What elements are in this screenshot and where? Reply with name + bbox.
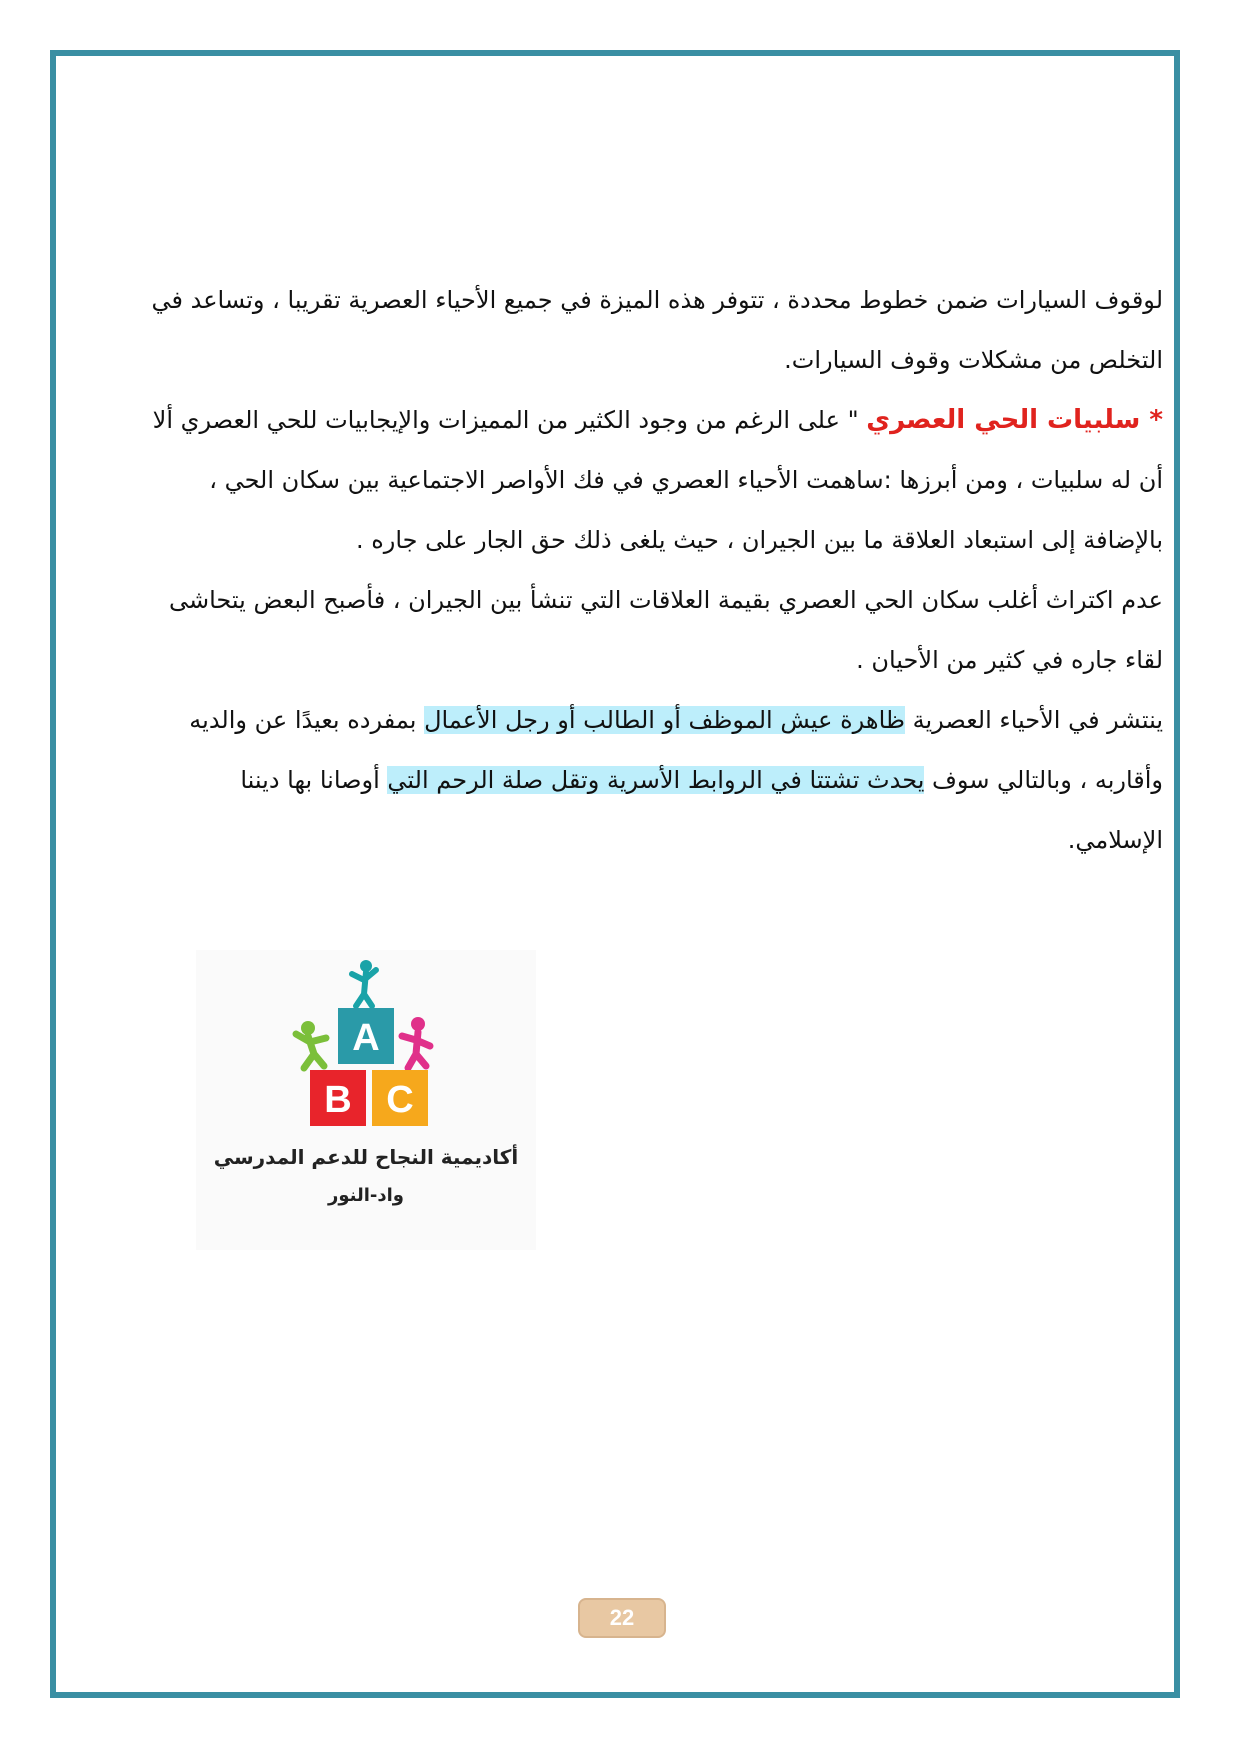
text-line: بمفرده بعيدًا عن والديه bbox=[189, 706, 425, 734]
logo-title: أكاديمية النجاح للدعم المدرسي bbox=[213, 1145, 519, 1169]
text-line: " على الرغم من وجود الكثير من المميزات والإيجابيات للحي العصري ألا bbox=[152, 406, 867, 434]
paragraph-line bbox=[100, 450, 1163, 510]
text-line: لوقوف السيارات ضمن خطوط محددة ، تتوفر هذه الميزة في جميع الأحياء العصرية تقريبا ، وتساعد في bbox=[151, 286, 1163, 314]
text-line: لقاء جاره في كثير من الأحيان . bbox=[856, 646, 1163, 674]
paragraph-line bbox=[100, 510, 1163, 570]
figure-right-icon bbox=[402, 1017, 430, 1068]
highlighted-text: ظاهرة عيش الموظف أو الطالب أو رجل الأعمال bbox=[424, 706, 905, 734]
paragraph-line bbox=[100, 630, 1163, 690]
logo-blocks-graphic bbox=[196, 950, 536, 1140]
block-b-letter: B bbox=[324, 1079, 352, 1121]
paragraph-line bbox=[100, 330, 1163, 390]
block-c-letter: C bbox=[386, 1079, 414, 1121]
text-line: التخلص من مشكلات وقوف السيارات. bbox=[784, 346, 1163, 374]
figure-left-icon bbox=[296, 1021, 326, 1068]
paragraph-line bbox=[100, 750, 1163, 810]
logo-subtitle: واد-النور bbox=[328, 1185, 404, 1206]
figure-top-icon bbox=[352, 960, 376, 1006]
block-a-letter: A bbox=[352, 1017, 380, 1059]
text-line: أن له سلبيات ، ومن أبرزها :ساهمت الأحياء العصري في فك الأواصر الاجتماعية بين سكان الحي ، bbox=[209, 466, 1163, 494]
paragraph-line bbox=[100, 810, 1163, 870]
paragraph-line bbox=[100, 390, 1163, 450]
text-line: عدم اكتراث أغلب سكان الحي العصري بقيمة العلاقات التي تنشأ بين الجيران ، فأصبح البعض يتحاشى bbox=[168, 586, 1163, 614]
paragraph-line bbox=[100, 690, 1163, 750]
page-number-badge bbox=[578, 1598, 666, 1638]
text-line: وأقاربه ، وبالتالي سوف bbox=[924, 766, 1163, 794]
academy-logo bbox=[196, 950, 536, 1250]
section-heading: * سلبيات الحي العصري bbox=[866, 405, 1163, 435]
paragraph-line bbox=[100, 270, 1163, 330]
paragraph-line bbox=[100, 570, 1163, 630]
text-line: بالإضافة إلى استبعاد العلاقة ما بين الجيران ، حيث يلغى ذلك حق الجار على جاره . bbox=[355, 526, 1163, 554]
highlighted-text: يحدث تشتتا في الروابط الأسرية وتقل صلة الرحم التي bbox=[387, 766, 925, 794]
text-line: الإسلامي. bbox=[1067, 826, 1163, 854]
text-line: أوصانا بها ديننا bbox=[240, 766, 388, 794]
document-body bbox=[100, 270, 1163, 870]
page-number: 22 bbox=[609, 1605, 635, 1630]
text-line: ينتشر في الأحياء العصرية bbox=[905, 706, 1163, 734]
